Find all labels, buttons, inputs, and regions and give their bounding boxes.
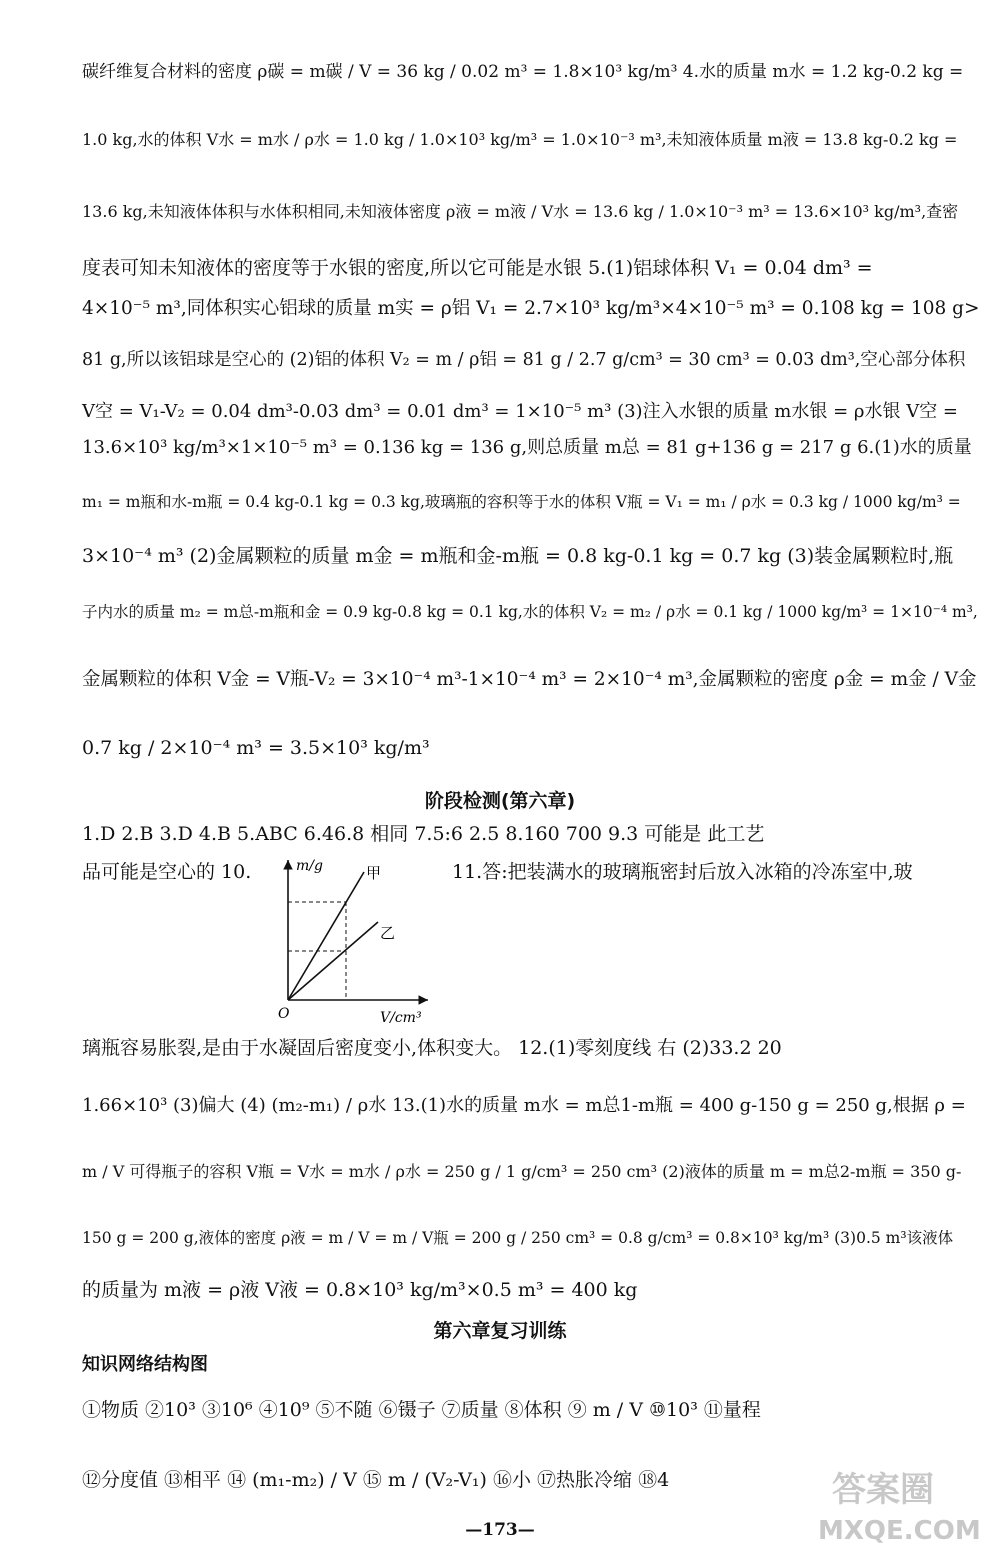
line-a-label: 甲 — [366, 864, 382, 882]
mass-volume-graph — [268, 850, 458, 1030]
answers-line-2b: 11.答:把装满水的玻璃瓶密封后放入冰箱的冷冻室中,玻 — [452, 861, 913, 883]
answers-row-1: ①物质 ②10³ ③10⁶ ④10⁹ ⑤不随 ⑥镊子 ⑦质量 ⑧体积 ⑨ m / V ⑩10³ ⑪量程 — [82, 1399, 761, 1421]
answers-line-6: 150 g = 200 g,液体的密度 ρ液 = m / V = m / V瓶 = 200 g / 250 cm³ = 0.8 g/cm³ = 0.8×10³ kg/m³ (3)0.5 m³该液体 — [82, 1229, 954, 1247]
text-line-5: 4×10⁻⁵ m³,同体积实心铝球的质量 m实 = ρ铝 V₁ = 2.7×10³ kg/m³×4×10⁻⁵ m³ = 0.108 kg = 108 g> — [82, 298, 980, 319]
section-title-review: 第六章复习训练 — [433, 1320, 567, 1342]
answers-line-7: 的质量为 m液 = ρ液 V液 = 0.8×10³ kg/m³×0.5 m³ = 400 kg — [82, 1279, 638, 1301]
text-line-11: 子内水的质量 m₂ = m总-m瓶和金 = 0.9 kg-0.8 kg = 0.1 kg,水的体积 V₂ = m₂ / ρ水 = 0.1 kg / 1000 kg/m³ = 1×10⁻⁴ m³, — [82, 603, 978, 621]
answers-line-5: m / V 可得瓶子的容积 V瓶 = V水 = m水 / ρ水 = 250 g / 1 g/cm³ = 250 cm³ (2)液体的质量 m = m总2-m瓶 = 350 g- — [82, 1162, 962, 1181]
answers-line-4: 1.66×10³ (3)偏大 (4) (m₂-m₁) / ρ水 13.(1)水的质量 m水 = m总1-m瓶 = 400 g-150 g = 250 g,根据 ρ = — [82, 1095, 966, 1116]
text-line-9: m₁ = m瓶和水-m瓶 = 0.4 kg-0.1 kg = 0.3 kg,玻璃瓶的容积等于水的体积 V瓶 = V₁ = m₁ / ρ水 = 0.3 kg / 1000 kg/m³ = — [82, 493, 961, 511]
text-line-6: 81 g,所以该铝球是空心的 (2)铝的体积 V₂ = m / ρ铝 = 81 g / 2.7 g/cm³ = 30 cm³ = 0.03 dm³,空心部分体积 — [82, 350, 966, 370]
page-number: —173— — [465, 1520, 535, 1540]
text-line-1: 碳纤维复合材料的密度 ρ碳 = m碳 / V = 36 kg / 0.02 m³ = 1.8×10³ kg/m³ 4.水的质量 m水 = 1.2 kg-0.2 kg = — [82, 62, 964, 82]
text-line-3: 13.6 kg,未知液体体积与水体积相同,未知液体密度 ρ液 = m液 / V水 = 13.6 kg / 1.0×10⁻³ m³ = 13.6×10³ kg/m³,查密 — [82, 202, 959, 221]
text-line-12: 金属颗粒的体积 V金 = V瓶-V₂ = 3×10⁻⁴ m³-1×10⁻⁴ m³ = 2×10⁻⁴ m³,金属颗粒的密度 ρ金 = m金 / V金 — [82, 669, 977, 690]
subsection-title-knowledge-network: 知识网络结构图 — [82, 1354, 208, 1375]
answers-line-2a: 品可能是空心的 10. — [82, 861, 252, 883]
text-line-2: 1.0 kg,水的体积 V水 = m水 / ρ水 = 1.0 kg / 1.0×10³ kg/m³ = 1.0×10⁻³ m³,未知液体质量 m液 = 13.8 kg-0.2 kg = — [82, 130, 958, 149]
watermark-logo: 答案圈 — [832, 1470, 934, 1510]
answers-line-1: 1.D 2.B 3.D 4.B 5.ABC 6.46.8 相同 7.5:6 2.5 8.160 700 9.3 可能是 此工艺 — [82, 823, 765, 845]
origin-label: O — [278, 1006, 290, 1022]
watermark-url: MXQE.COM — [818, 1516, 981, 1546]
answers-row-2: ⑫分度值 ⑬相平 ⑭ (m₁-m₂) / V ⑮ m / (V₂-V₁) ⑯小 ⑰热胀冷缩 ⑱4 — [82, 1469, 670, 1491]
text-line-8: 13.6×10³ kg/m³×1×10⁻⁵ m³ = 0.136 kg = 136 g,则总质量 m总 = 81 g+136 g = 217 g 6.(1)水的质量 — [82, 437, 972, 458]
line-b — [288, 922, 378, 1000]
x-axis-label: V/cm³ — [380, 1010, 422, 1026]
line-a — [288, 872, 364, 1000]
answers-line-3: 璃瓶容易胀裂,是由于水凝固后密度变小,体积变大。 12.(1)零刻度线 右 (2)33.2 20 — [82, 1037, 782, 1059]
text-line-13: 0.7 kg / 2×10⁻⁴ m³ = 3.5×10³ kg/m³ — [82, 737, 430, 759]
text-line-7: V空 = V₁-V₂ = 0.04 dm³-0.03 dm³ = 0.01 dm³ = 1×10⁻⁵ m³ (3)注入水银的质量 m水银 = ρ水银 V空 = — [82, 401, 959, 422]
section-title-stage-test: 阶段检测(第六章) — [424, 790, 576, 812]
text-line-10: 3×10⁻⁴ m³ (2)金属颗粒的质量 m金 = m瓶和金-m瓶 = 0.8 kg-0.1 kg = 0.7 kg (3)装金属颗粒时,瓶 — [82, 545, 954, 567]
text-line-4: 度表可知未知液体的密度等于水银的密度,所以它可能是水银 5.(1)铝球体积 V₁ = 0.04 dm³ = — [82, 257, 873, 279]
y-axis-label: m/g — [296, 858, 323, 874]
line-b-label: 乙 — [380, 924, 396, 942]
